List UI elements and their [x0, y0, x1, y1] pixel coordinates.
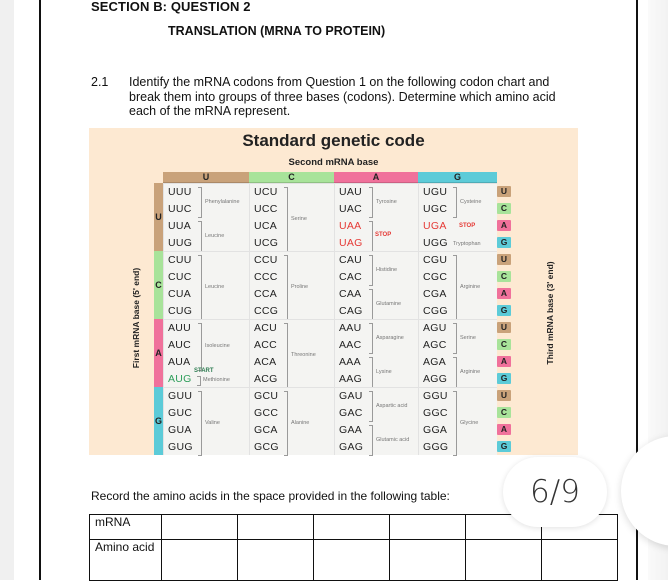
codon-uca: UCA	[254, 220, 278, 232]
amino-acid-label: Tryptophan	[453, 241, 481, 247]
amino-acid-label: Alanine	[291, 419, 310, 426]
amino-acid-label: Methionine	[203, 377, 230, 383]
mrna-cell[interactable]	[390, 515, 466, 540]
codon-ggg: GGG	[423, 441, 449, 453]
group-bracket	[369, 391, 373, 422]
codon-gga: GGA	[423, 424, 448, 436]
group-bracket	[284, 391, 288, 456]
first-base-header-a: A	[154, 319, 163, 387]
codon-block-ca	[334, 251, 418, 319]
third-base-c: C	[497, 339, 511, 350]
codon-aug: AUG	[168, 373, 192, 385]
question-number: 2.1	[91, 75, 109, 89]
codon-caa: CAA	[339, 288, 362, 300]
stop-label: STOP	[459, 223, 476, 229]
amino-acid-label: Serine	[460, 334, 476, 341]
codon-cgg: CGG	[423, 305, 448, 317]
left-gutter	[0, 0, 14, 580]
group-bracket	[198, 255, 202, 320]
codon-ccu: CCU	[254, 254, 278, 266]
codon-gac: GAC	[339, 407, 363, 419]
second-base-label: Second mRNA base	[288, 157, 379, 168]
codon-block-aa	[334, 319, 418, 387]
mrna-cell[interactable]	[314, 515, 390, 540]
amino-acid-label: Arginine	[460, 283, 481, 290]
amino-acid-label: Leucine	[205, 232, 225, 239]
group-bracket	[453, 187, 457, 218]
codon-uuc: UUC	[168, 203, 192, 215]
codon-aua: AUA	[168, 356, 191, 368]
codon-gcc: GCC	[254, 407, 279, 419]
codon-guu: GUU	[168, 390, 193, 402]
amino-acid-cell[interactable]	[238, 540, 314, 581]
codon-cga: CGA	[423, 288, 447, 300]
codon-block-ug	[418, 183, 497, 251]
codon-gaa: GAA	[339, 424, 363, 436]
codon-gag: GAG	[339, 441, 364, 453]
codon-block-ag	[418, 319, 497, 387]
codon-ccg: CCG	[254, 305, 279, 317]
codon-agg: AGG	[423, 373, 448, 385]
start-label: START	[194, 368, 214, 374]
mrna-cell[interactable]	[238, 515, 314, 540]
amino-acid-cell[interactable]	[162, 540, 238, 581]
codon-ucc: UCC	[254, 203, 278, 215]
section-title: SECTION B: QUESTION 2	[91, 0, 251, 14]
amino-acid-cell[interactable]	[542, 540, 618, 581]
third-base-u: U	[497, 322, 511, 333]
amino-acid-label: Proline	[291, 283, 309, 290]
amino-acid-cell[interactable]	[314, 540, 390, 581]
third-base-a: A	[497, 424, 511, 435]
amino-acid-label: Threonine	[291, 351, 316, 358]
third-base-c: C	[497, 407, 511, 418]
codon-auu: AUU	[168, 322, 192, 334]
codon-ggc: GGC	[423, 407, 448, 419]
mrna-label: mRNA	[90, 515, 162, 540]
codon-agu: AGU	[423, 322, 447, 334]
section-subtitle: TRANSLATION (MRNA TO PROTEIN)	[168, 24, 386, 38]
codon-acc: ACC	[254, 339, 278, 351]
amino-acid-label: Amino acid	[90, 540, 162, 581]
group-bracket	[284, 323, 288, 388]
third-base-g: G	[497, 373, 511, 384]
amino-acid-label: Cysteine	[460, 198, 482, 205]
amino-acid-label: Histidine	[376, 266, 398, 273]
group-bracket	[369, 323, 373, 354]
codon-uac: UAC	[339, 203, 363, 215]
group-bracket	[453, 357, 457, 388]
third-base-g: G	[497, 305, 511, 316]
second-base-header-a: A	[334, 172, 418, 183]
group-bracket	[369, 357, 373, 388]
codon-uga: UGA	[423, 220, 447, 232]
group-bracket	[369, 289, 373, 320]
codon-cuu: CUU	[168, 254, 192, 266]
codon-aac: AAC	[339, 339, 362, 351]
codon-ggu: GGU	[423, 390, 448, 402]
codon-aaa: AAA	[339, 356, 361, 368]
codon-gug: GUG	[168, 441, 193, 453]
codon-cau: CAU	[339, 254, 363, 266]
third-base-u: U	[497, 254, 511, 265]
codon-block-cg	[418, 251, 497, 319]
first-base-header-u: U	[154, 183, 163, 251]
third-base-c: C	[497, 271, 511, 282]
codon-gca: GCA	[254, 424, 278, 436]
group-bracket	[453, 255, 457, 320]
third-base-u: U	[497, 390, 511, 401]
group-bracket	[453, 391, 457, 456]
codon-block-ua	[334, 183, 418, 251]
group-bracket	[369, 187, 373, 218]
codon-aau: AAU	[339, 322, 362, 334]
codon-block-uc	[249, 183, 334, 251]
group-bracket	[284, 255, 288, 320]
amino-acid-label: Lysine	[376, 368, 392, 375]
codon-cca: CCA	[254, 288, 278, 300]
codon-guc: GUC	[168, 407, 193, 419]
codon-aga: AGA	[423, 356, 447, 368]
amino-acid-label: Valine	[205, 419, 220, 426]
codon-block-ac	[249, 319, 334, 387]
codon-ucu: UCU	[254, 186, 278, 198]
third-base-a: A	[497, 220, 511, 231]
codon-uug: UUG	[168, 237, 193, 249]
codon-cac: CAC	[339, 271, 363, 283]
second-base-header-c: C	[249, 172, 334, 183]
first-base-header-g: G	[154, 387, 163, 455]
second-base-header-g: G	[418, 172, 497, 183]
codon-acu: ACU	[254, 322, 278, 334]
codon-agc: AGC	[423, 339, 447, 351]
codon-ccc: CCC	[254, 271, 278, 283]
group-bracket	[453, 323, 457, 354]
amino-acid-row	[90, 540, 618, 581]
amino-acid-label: Isoleucine	[205, 343, 230, 349]
amino-acid-label: Arginine	[460, 368, 481, 375]
codon-block-cc	[249, 251, 334, 319]
group-bracket	[198, 323, 202, 371]
codon-block-ga	[334, 387, 418, 455]
codon-grid	[163, 183, 497, 455]
amino-acid-cell[interactable]	[390, 540, 466, 581]
page-border-left	[39, 0, 41, 580]
amino-acid-label: Phenylalanine	[205, 198, 240, 205]
codon-ugc: UGC	[423, 203, 448, 215]
codon-uaa: UAA	[339, 220, 362, 232]
second-base-header-u: U	[163, 172, 249, 183]
codon-block-cu	[163, 251, 249, 319]
amino-acid-label: Serine	[291, 215, 307, 222]
codon-uuu: UUU	[168, 186, 192, 198]
first-base-header-c: C	[154, 251, 163, 319]
third-base-u: U	[497, 186, 511, 197]
codon-block-gg	[418, 387, 497, 455]
third-base-a: A	[497, 288, 511, 299]
codon-ugg: UGG	[423, 237, 448, 249]
third-base-c: C	[497, 203, 511, 214]
group-bracket	[197, 376, 201, 386]
group-bracket	[198, 187, 202, 218]
codon-cag: CAG	[339, 305, 363, 317]
codon-cua: CUA	[168, 288, 192, 300]
third-base-axis-label: Third mRNA base (3' end)	[545, 261, 555, 365]
codon-ucg: UCG	[254, 237, 279, 249]
third-base-g: G	[497, 237, 511, 248]
codon-uau: UAU	[339, 186, 363, 198]
codon-block-au	[163, 319, 249, 387]
codon-cgc: CGC	[423, 271, 448, 283]
first-base-axis-label: First mRNA base (5' end)	[131, 267, 141, 369]
group-bracket	[198, 391, 202, 456]
stop-label: STOP	[375, 231, 392, 238]
group-bracket	[284, 187, 288, 252]
codon-gcu: GCU	[254, 390, 279, 402]
group-bracket	[369, 425, 373, 456]
amino-acid-label: Tyrosine	[376, 198, 397, 205]
group-bracket	[369, 221, 373, 252]
codon-ugu: UGU	[423, 186, 448, 198]
codon-aca: ACA	[254, 356, 277, 368]
codon-gua: GUA	[168, 424, 192, 436]
floating-action-button[interactable]	[621, 436, 668, 546]
codon-auc: AUC	[168, 339, 192, 351]
codon-gcg: GCG	[254, 441, 279, 453]
codon-uag: UAG	[339, 237, 363, 249]
third-base-g: G	[497, 441, 511, 452]
codon-aag: AAG	[339, 373, 363, 385]
codon-cgu: CGU	[423, 254, 448, 266]
third-base-a: A	[497, 356, 511, 367]
codon-acg: ACG	[254, 373, 278, 385]
codon-cug: CUG	[168, 305, 193, 317]
amino-acid-label: Leucine	[205, 283, 225, 290]
group-bracket	[198, 221, 202, 252]
amino-acid-cell[interactable]	[466, 540, 542, 581]
record-instruction: Record the amino acids in the space provided in the following table:	[91, 489, 450, 503]
amino-acid-label: Asparagine	[376, 334, 404, 341]
amino-acid-label: Glutamine	[376, 300, 402, 307]
genetic-code-chart	[89, 128, 578, 455]
codon-block-gu	[163, 387, 249, 455]
codon-block-uu	[163, 183, 249, 251]
chart-title: Standard genetic code	[242, 131, 425, 150]
amino-acid-label: Aspartic acid	[376, 402, 408, 409]
question-text: Identify the mRNA codons from Question 1 on the following codon chart and break them into groups of three bases (codons). Determine which amino acid each of the mRNA represent.	[129, 75, 556, 118]
amino-acid-label: Glycine	[460, 419, 479, 426]
amino-acid-label: Glutamic acid	[376, 436, 410, 443]
group-bracket	[369, 255, 373, 286]
codon-uua: UUA	[168, 220, 192, 232]
page-indicator: 6/9	[503, 457, 607, 527]
mrna-cell[interactable]	[162, 515, 238, 540]
codon-block-gc	[249, 387, 334, 455]
codon-gau: GAU	[339, 390, 363, 402]
codon-cuc: CUC	[168, 271, 192, 283]
